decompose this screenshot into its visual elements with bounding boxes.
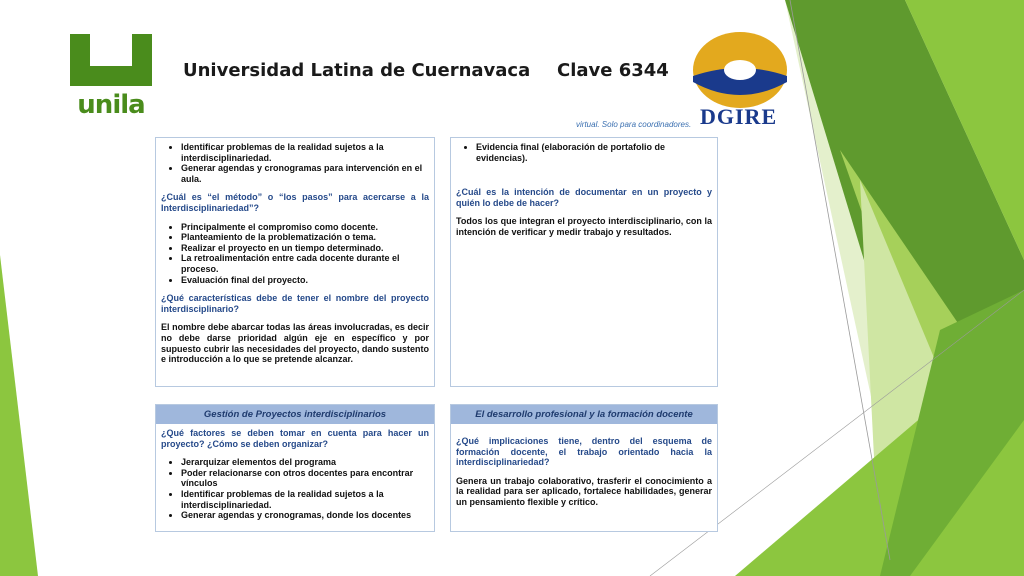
list-item: • Poder relacionarse con otros docentes para encontrar vínculos [181,468,429,489]
list-item: • Realizar el proyecto en un tiempo determinado. [181,243,429,254]
unila-logo [66,30,156,120]
question-implications: ¿Qué implicaciones tiene, dentro del esquema de formación docente, el trabajo orientado hacia la interdisciplinariedad? [456,436,712,468]
question-method: ¿Cuál es “el método” o “los pasos” para acercarse a la Interdisciplinariedad”? [161,192,429,213]
unila-u-icon [66,30,156,90]
list-item: • Evaluación final del proyecto. [181,275,429,286]
bullet-list [161,142,429,184]
list-item: • Identificar problemas de la realidad sujetos a la interdisciplinariedad. [181,142,429,163]
list-item: • Generar agendas y cronogramas, donde los docentes [181,510,429,521]
bullet-list [456,142,712,163]
list-item: • Evidencia final (elaboración de portafolio de evidencias). [476,142,712,163]
bullet-list [161,222,429,286]
question-factors: ¿Qué factores se deben tomar en cuenta para hacer un proyecto? ¿Cómo se deben organizar? [161,428,429,449]
question-documentation: ¿Cuál es la intención de documentar en un proyecto y quién lo debe de hacer? [456,187,712,208]
list-item: • Principalmente el compromiso como docente. [181,222,429,233]
cut-caption: virtual. Solo para coordinadores. [576,120,692,129]
answer-implications: Genera un trabajo colaborativo, trasferir el conocimiento a la realidad para ser aplicado, fortalece habilidades, generar un pensamiento flexible y crítico. [456,475,712,507]
dgire-logo-text: DGIRE [700,104,778,129]
left-green-triangle [0,255,38,576]
content-box-documentation [450,137,718,387]
answer-documentation: Todos los que integran el proyecto interdisciplinario, con la intención de verificar y medir trabajo y resultados. [456,216,712,237]
box-header-professional-development: El desarrollo profesional y la formación docente [451,405,717,424]
list-item: • La retroalimentación entre cada docente durante el proceso. [181,253,429,274]
content-box-project-management [155,404,435,532]
university-name: Universidad Latina de Cuernavaca [183,60,531,81]
box-header-project-management: Gestión de Proyectos interdisciplinarios [156,405,434,424]
list-item: • Generar agendas y cronogramas para intervención en el aula. [181,163,429,184]
question-project-name: ¿Qué características debe de tener el nombre del proyecto interdisciplinario? [161,293,429,314]
content-box-method [155,137,435,387]
bullet-list [161,457,429,521]
list-item: • Planteamiento de la problematización o tema. [181,232,429,243]
answer-project-name: El nombre debe abarcar todas las áreas involucradas, es decir no debe darse prioridad algún eje en específico y por supuesto cubrir las necesidades del proyecto, dando sustento e introducción a lo que se pretende alcanzar. [161,322,429,365]
dgire-emblem-icon [690,30,790,110]
unila-logo-text: unila [77,90,145,120]
list-item: • Jerarquizar elementos del programa [181,457,429,468]
dgire-logo [690,30,790,130]
content-box-professional-development [450,404,718,532]
institution-code: Clave 6344 [557,60,669,81]
list-item: • Identificar problemas de la realidad sujetos a la interdisciplinariedad. [181,489,429,510]
